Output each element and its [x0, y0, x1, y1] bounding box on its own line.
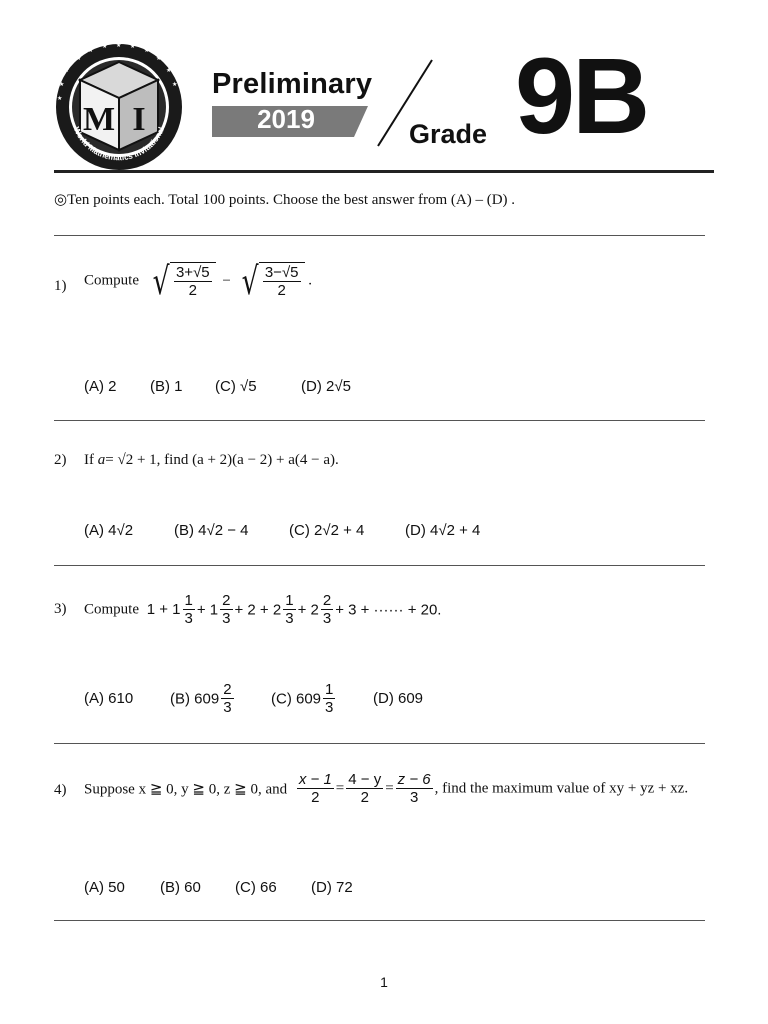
q1-option-b[interactable]: (B) 1	[150, 378, 183, 395]
q3-lead: Compute	[84, 601, 139, 618]
question-1: Compute √ $\frac{3+√5}{2}$ − √ $\frac{3-√5}{2}$ .	[84, 259, 313, 303]
grade-code: 9B	[515, 35, 648, 156]
q3-option-b[interactable]	[170, 681, 236, 717]
svg-text:★: ★	[76, 56, 82, 62]
q2-option-c[interactable]: (C) 2√2 + 4	[289, 522, 365, 539]
wmi-logo	[54, 42, 184, 172]
svg-text:★: ★	[144, 48, 150, 54]
q2-option-b[interactable]: (B) 4√2 − 4	[174, 522, 249, 539]
q3-expr-c: + 2 + 2	[234, 601, 282, 619]
q3-option-c[interactable]	[271, 681, 337, 717]
q3-option-c-den: 3	[325, 699, 334, 717]
q3-f4-den: 3	[322, 610, 332, 628]
q4-option-d[interactable]: (D) 72	[311, 879, 353, 896]
q4-lead: Suppose x ≧ 0, y ≧ 0, z ≧ 0, and	[84, 781, 288, 798]
question-2-number: 2)	[54, 452, 67, 468]
q2-var-a: a	[97, 452, 106, 468]
q1-radicand2-den: 2	[277, 282, 286, 300]
separator	[54, 565, 705, 566]
q4-option-a[interactable]: (A) 50	[84, 879, 125, 896]
svg-text:★: ★	[166, 68, 172, 74]
q3-option-c-text: (C) 609	[271, 690, 322, 708]
q3-f2-num: 2	[222, 592, 231, 609]
instructions: ◎Ten points each. Total 100 points. Choose the best answer from (A) – (D) .	[54, 192, 516, 208]
q3-option-a[interactable]: (A) 610	[84, 690, 134, 707]
q3-f1-den: 3	[184, 610, 193, 628]
q3-option-c-num: 1	[325, 681, 334, 698]
q2-option-a[interactable]: (A) 4√2	[84, 522, 134, 539]
q4-fb-num: 4 − y	[348, 771, 382, 788]
svg-text:★: ★	[88, 48, 94, 54]
question-2	[84, 452, 339, 469]
q4-eq1: =	[335, 780, 345, 797]
q3-option-d[interactable]: (D) 609	[373, 690, 424, 707]
q3-expr-d: + 2	[297, 601, 319, 619]
question-1-number: 1)	[54, 278, 67, 294]
q4-eq2: =	[385, 780, 394, 797]
svg-text:★: ★	[156, 56, 162, 62]
q4-fa-num: x − 1	[298, 771, 332, 788]
question-4	[84, 771, 688, 807]
question-1-lead: Compute	[84, 272, 139, 289]
q4-fa-den: 2	[311, 789, 320, 807]
separator	[54, 235, 705, 236]
q1-radicand1-num: 3+√5	[175, 264, 210, 281]
q3-option-b-num: 2	[223, 681, 232, 698]
q1-option-c[interactable]: (C) √5	[215, 378, 257, 395]
page-number: 1	[380, 974, 388, 990]
grade-label: Grade	[409, 119, 488, 149]
q2-option-d[interactable]: (D) 4√2 + 4	[405, 522, 481, 539]
svg-text:★: ★	[116, 43, 122, 49]
q3-f3-den: 3	[285, 610, 294, 628]
q1-end: .	[308, 272, 313, 289]
q1-option-a[interactable]: (A) 2	[84, 378, 117, 395]
q2-equation: = √2 + 1	[105, 452, 157, 468]
q4-option-c[interactable]: (C) 66	[235, 879, 277, 896]
svg-text:★: ★	[59, 82, 65, 88]
q3-option-b-den: 3	[223, 699, 232, 717]
q4-fb-den: 2	[360, 789, 369, 807]
svg-text:★: ★	[64, 68, 70, 74]
q1-radicand2-num: 3−√5	[264, 264, 299, 281]
question-3-number: 3)	[54, 601, 67, 617]
svg-text:I: I	[132, 101, 146, 138]
q3-f1-num: 1	[184, 592, 193, 609]
svg-text:★: ★	[172, 82, 178, 88]
q2-text-b: , find (a + 2)(a − 2) + a(4 − a).	[156, 452, 339, 468]
header-rule	[54, 170, 714, 173]
q4-fc-num: z − 6	[397, 771, 431, 788]
q4-option-b[interactable]: (B) 60	[160, 879, 201, 896]
question-4-number: 4)	[54, 782, 67, 798]
svg-text:★: ★	[57, 96, 63, 102]
q3-expr-b: + 1	[196, 601, 219, 619]
q1-minus: −	[222, 272, 231, 289]
q1-option-d[interactable]: (D) 2√5	[301, 378, 351, 395]
q3-f3-num: 1	[285, 592, 294, 609]
q4-tail: , find the maximum value of xy + yz + xz.	[434, 780, 689, 797]
separator	[54, 420, 705, 421]
q3-expr-e: + 3 + ······ + 20.	[335, 601, 442, 619]
separator	[54, 920, 705, 921]
svg-text:★: ★	[102, 44, 108, 50]
separator	[54, 743, 705, 744]
logo-ring-text: World Mathematics Invitational	[71, 125, 167, 163]
q4-fc-den: 3	[409, 789, 419, 807]
question-3	[84, 592, 441, 628]
q3-expr-a: 1 + 1	[146, 601, 181, 619]
logo-letter-m: M	[82, 101, 116, 138]
q3-f2-den: 3	[222, 610, 231, 628]
exam-year: 2019	[257, 104, 315, 134]
q3-option-b-text: (B) 609	[170, 690, 220, 708]
q1-radicand1-den: 2	[188, 282, 197, 300]
q2-text-a: If	[84, 452, 94, 468]
q3-f4-num: 2	[322, 592, 332, 609]
svg-text:★: ★	[130, 44, 136, 50]
exam-title: Preliminary	[212, 68, 373, 100]
